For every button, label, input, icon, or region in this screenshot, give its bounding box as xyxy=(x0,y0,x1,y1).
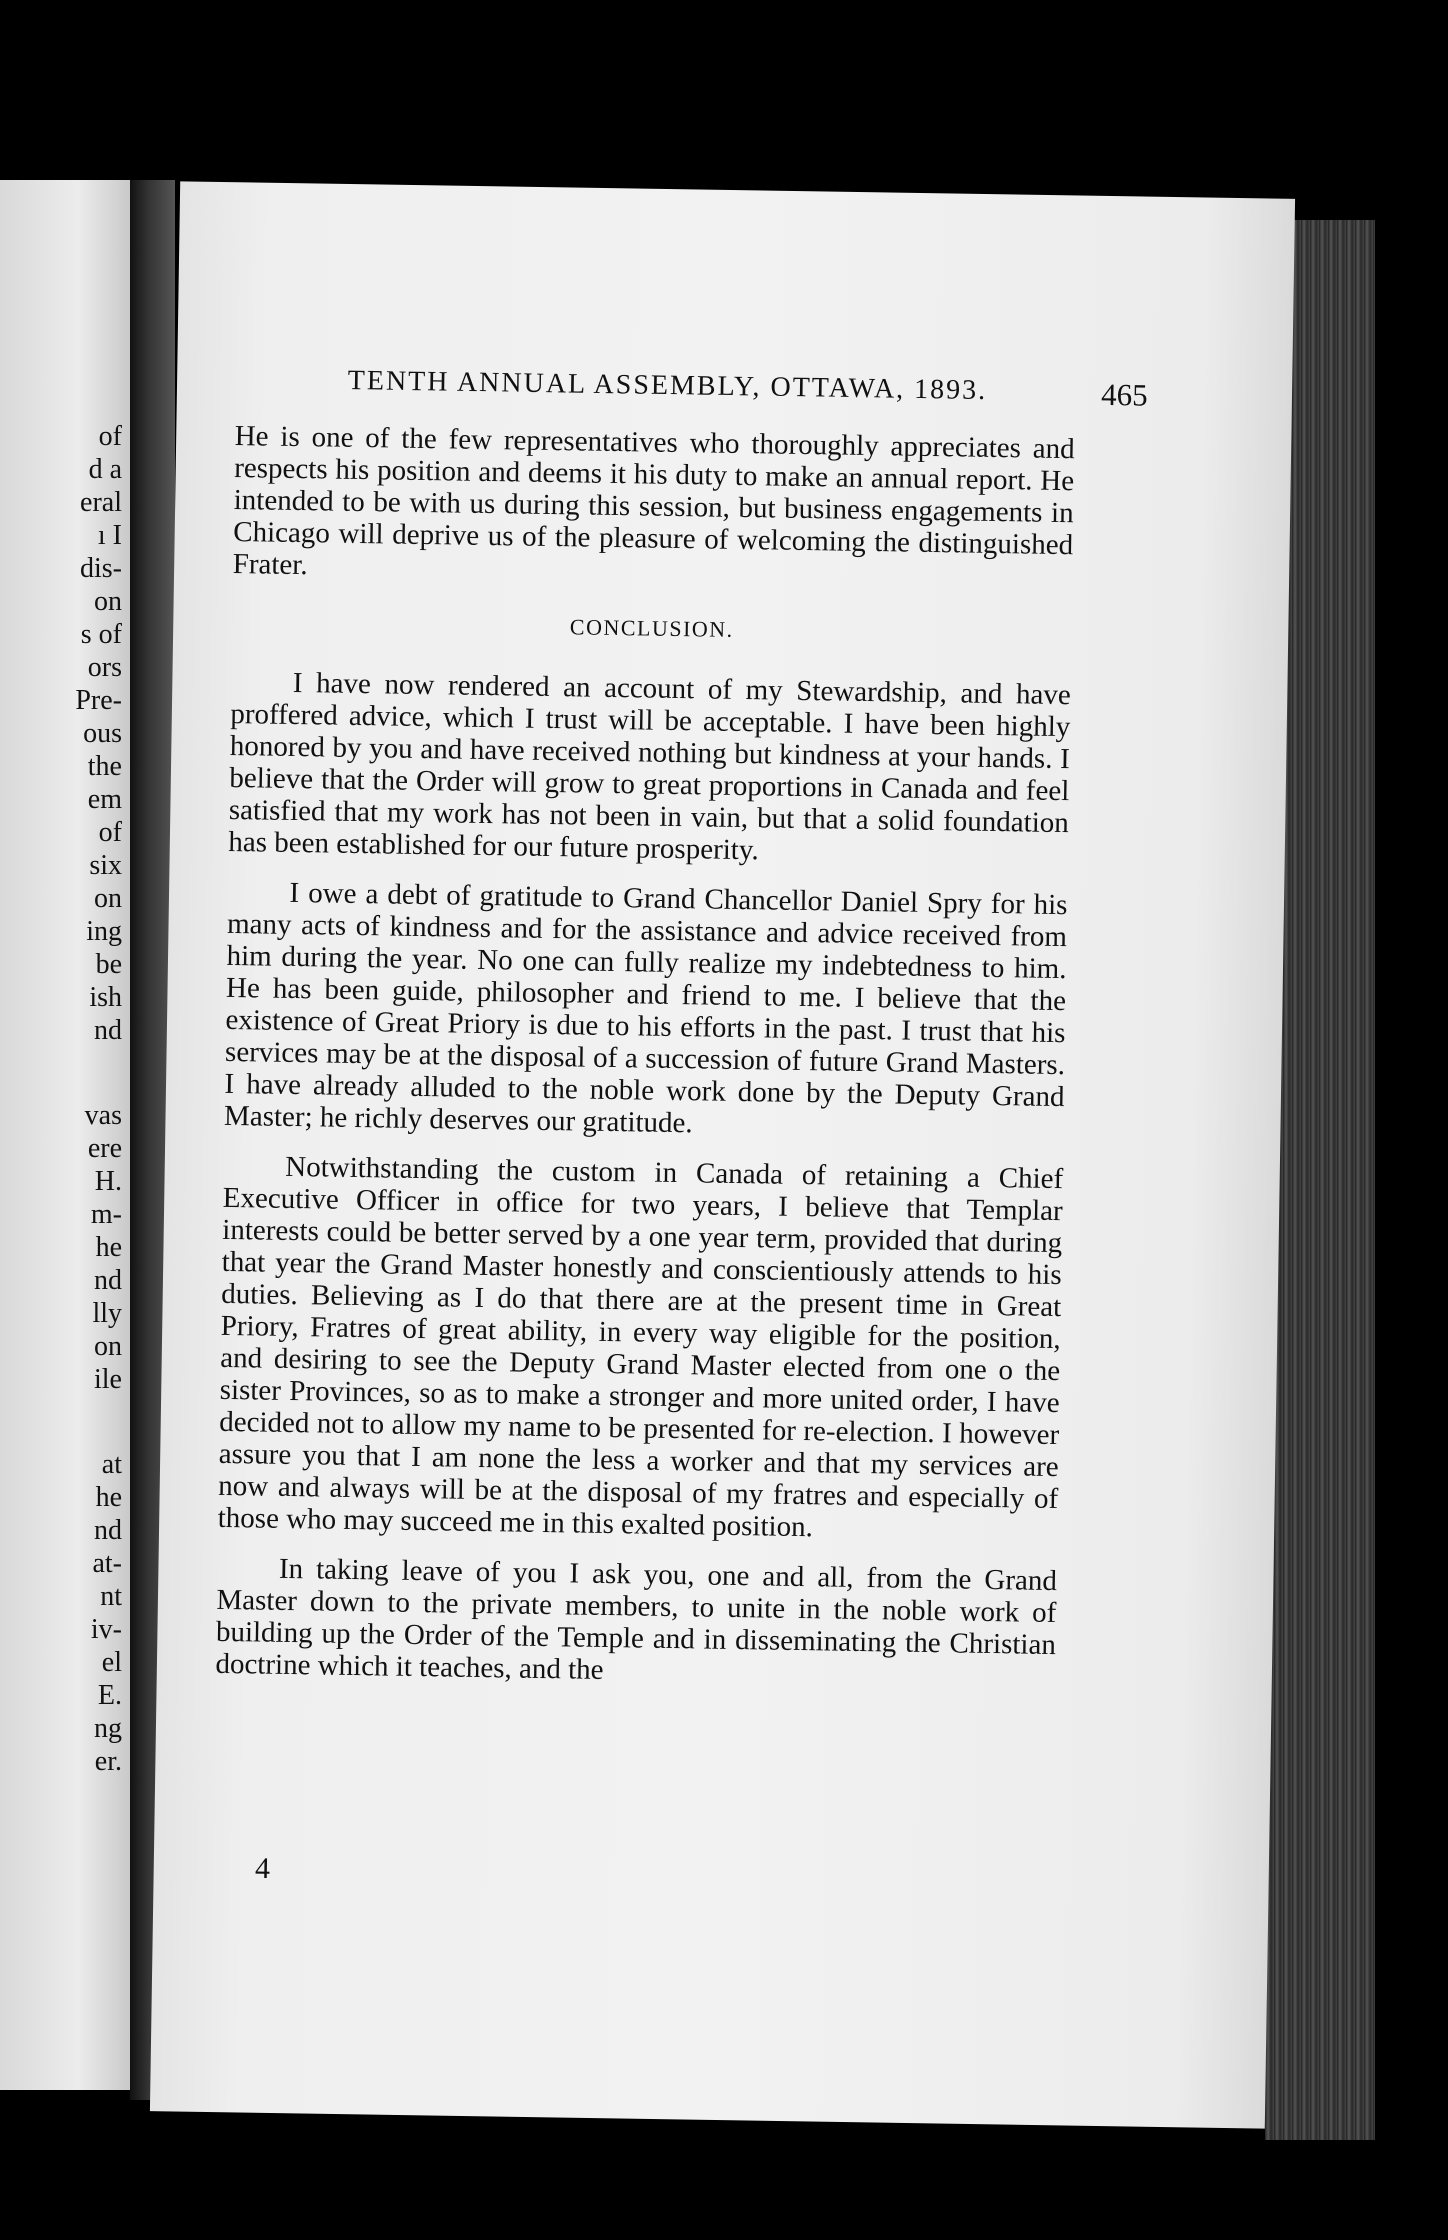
signature-mark: 4 xyxy=(254,1851,271,1886)
facing-page-fragment: on xyxy=(94,883,122,914)
facing-page-fragment: nd xyxy=(94,1015,122,1046)
facing-page-fragment: the xyxy=(87,751,122,782)
paragraph-2: I have now rendered an account of my Stewardship, and have proffered advice, which I trust will be acceptable. I have been highly honored by you and have received nothing but kindness at your hands. I believe that the Order will grow to great proportions in Canada and feel satisfied that my work has not been in vain, but that a solid foundation has been established for our future prosperity. xyxy=(228,666,1072,867)
fragment-gap xyxy=(75,1396,122,1448)
facing-page-fragment: lly xyxy=(92,1298,122,1329)
facing-page-fragment: on xyxy=(94,1331,122,1362)
paragraph-1: He is one of the few representatives who thoroughly appreciates and respects his position and deems it his duty to make an annual report. He intended to be with us during this session, but business engagements in Chicago will deprive us of the pleasure of welcoming the distinguished Frater. xyxy=(232,420,1075,582)
facing-page-fragment: be xyxy=(95,949,122,980)
facing-page-fragment: nt xyxy=(100,1581,122,1612)
facing-page-fragment: ere xyxy=(87,1133,122,1164)
facing-page-fragment: ng xyxy=(94,1713,122,1744)
facing-page-fragment: er. xyxy=(94,1746,122,1777)
facing-page-fragment: six xyxy=(89,850,122,881)
facing-page xyxy=(0,180,130,2090)
paragraph-5: In taking leave of you I ask you, one and all, from the Grand Master down to the private members, to unite in the noble work of building up the Order of the Temple and in disseminating the Christian doctrine which it teaches, and the xyxy=(215,1552,1058,1686)
facing-page-fragment: on xyxy=(94,586,122,617)
fragment-gap xyxy=(75,1047,122,1099)
facing-page-text xyxy=(75,420,122,1778)
facing-page-fragment: m- xyxy=(90,1199,122,1230)
facing-page-fragment: nd xyxy=(94,1265,122,1296)
facing-page-fragment: nd xyxy=(94,1515,122,1546)
facing-page-fragment: H. xyxy=(94,1166,122,1197)
page-body xyxy=(215,420,1075,1711)
running-head-title: TENTH ANNUAL ASSEMBLY, OTTAWA, 1893. xyxy=(347,365,988,407)
facing-page-fragment: he xyxy=(95,1232,122,1263)
paragraph-4: Notwithstanding the custom in Canada of retaining a Chief Executive Officer in office for two years, I believe that Templar interests could be better served by a one year term, provided that during that year the Grand Master honestly and conscientiously attends to his duties. Believing as I do that there are at the present time in Great Priory, Fratres of great ability, in every way eligible for the position, and desiring to see the Deputy Grand Master elected from one o the sister Provinces, so as to make a stronger and more united order, I have decided not to allow my name to be presented for re-election. I however assure you that I am none the less a worker and that my services are now and always will be at the disposal of my fratres and especially of those who may succeed me in this exalted position. xyxy=(217,1150,1064,1544)
section-heading: CONCLUSION. xyxy=(569,614,734,642)
facing-page-fragment: ile xyxy=(94,1364,122,1395)
page-number: 465 xyxy=(1100,376,1148,413)
facing-page-fragment: dis- xyxy=(80,553,122,584)
facing-page-fragment: of xyxy=(98,421,122,452)
facing-page-fragment: he xyxy=(95,1482,122,1513)
facing-page-fragment: el xyxy=(101,1647,122,1678)
paragraph-3: I owe a debt of gratitude to Grand Chancellor Daniel Spry for his many acts of kindness and for the assistance and advice received from him during the year. No one can fully realize my indebtedness to him. He has been guide, philosopher and friend to me. I believe that the existence of Great Priory is due to his efforts in the past. I trust that his services may be at the disposal of a succession of future Grand Masters. I have already alluded to the noble work done by the Deputy Grand Master; he richly deserves our gratitude. xyxy=(223,876,1068,1140)
facing-page-fragment: at- xyxy=(92,1548,122,1579)
facing-page-fragment: ous xyxy=(83,718,122,749)
facing-page-fragment: vas xyxy=(84,1100,122,1131)
facing-page-fragment: ors xyxy=(87,652,122,683)
facing-page-fragment: iv- xyxy=(90,1614,122,1645)
facing-page-fragment: E. xyxy=(97,1680,122,1711)
facing-page-fragment: em xyxy=(87,784,122,815)
facing-page-fragment: ı I xyxy=(97,520,122,551)
facing-page-fragment: ing xyxy=(86,916,122,947)
facing-page-fragment: at xyxy=(101,1449,122,1480)
facing-page-fragment: Pre- xyxy=(75,685,122,716)
facing-page-fragment: ish xyxy=(89,982,122,1013)
facing-page-fragment: eral xyxy=(80,487,122,518)
facing-page-fragment: s of xyxy=(80,619,122,650)
facing-page-fragment: d a xyxy=(88,454,122,485)
facing-page-fragment: of xyxy=(98,817,122,848)
